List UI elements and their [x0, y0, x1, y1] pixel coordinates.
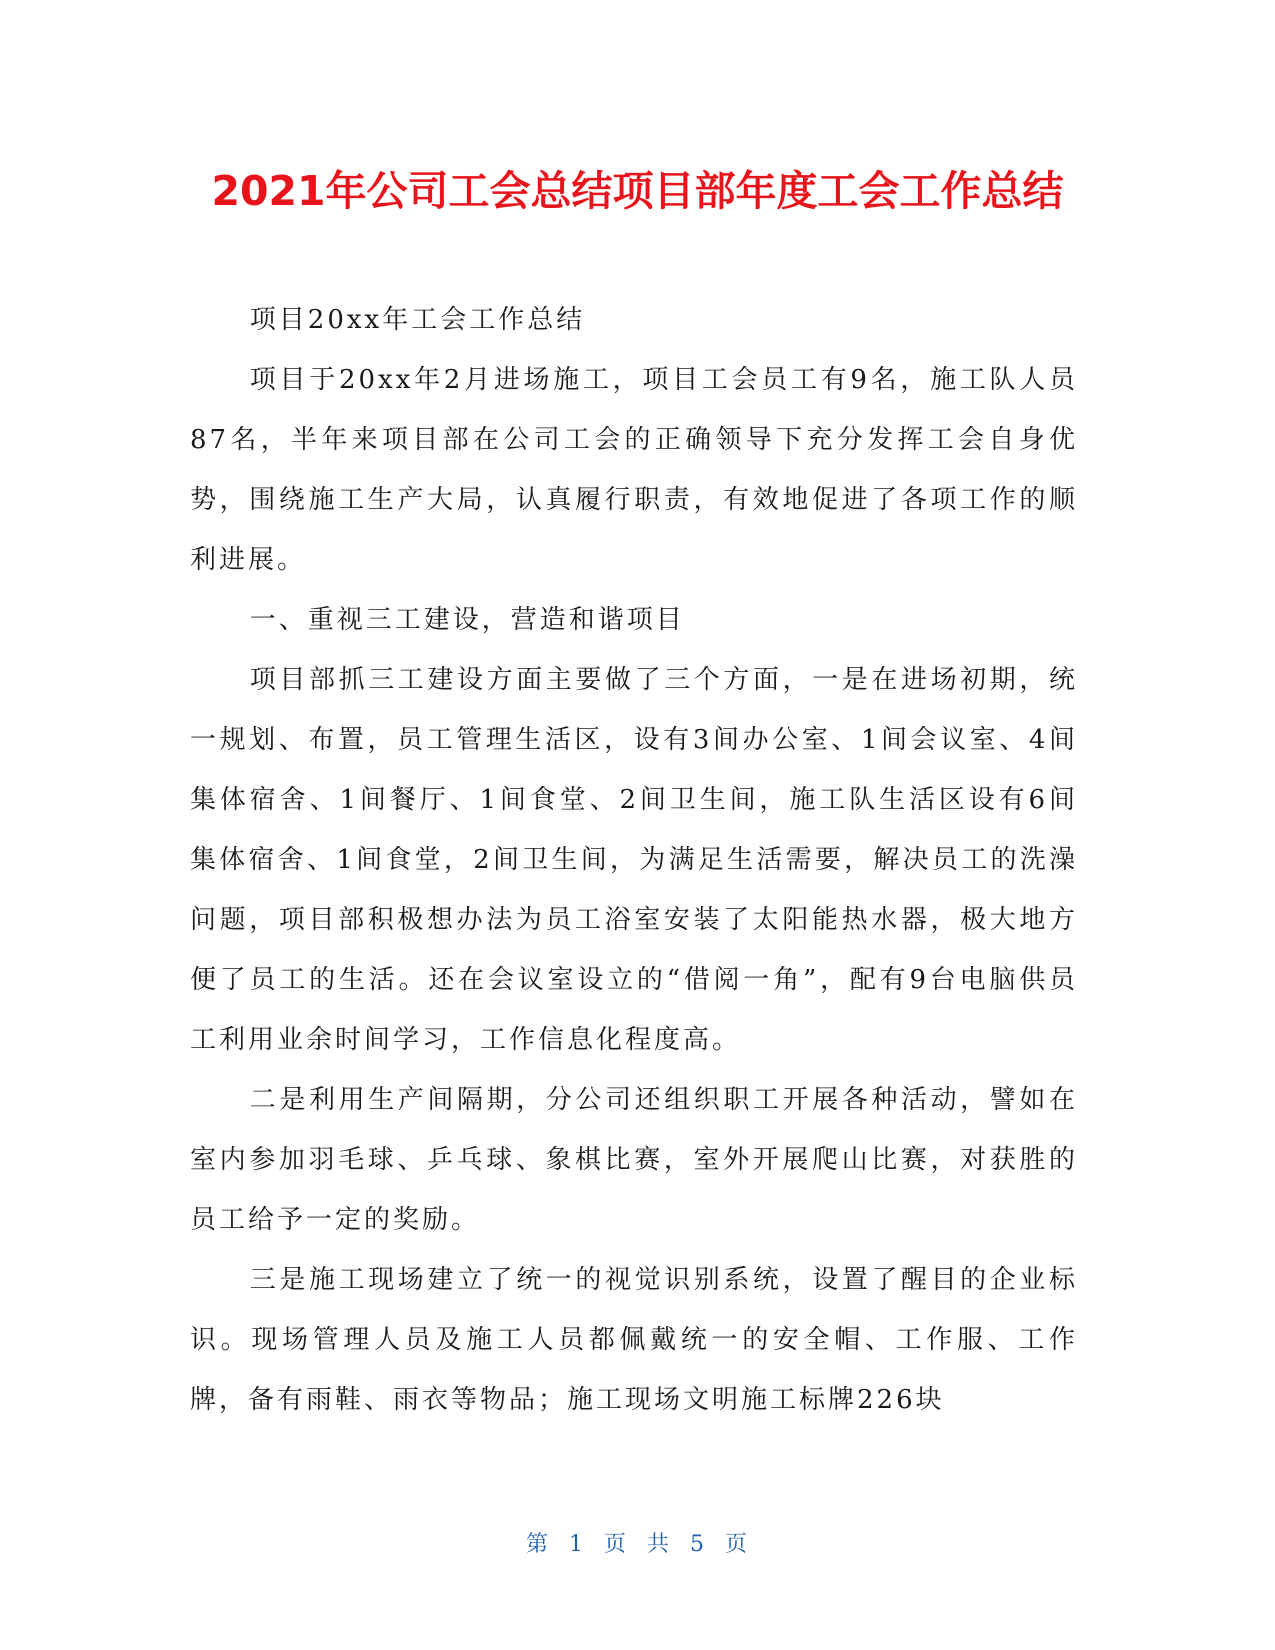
- paragraph-section-1-part-3: 三是施工现场建立了统一的视觉识别系统，设置了醒目的企业标识。现场管理人员及施工人员都佩戴统一的安全帽、工作服、工作牌，备有雨鞋、雨衣等物品；施工现场文明施工标牌226块: [190, 1265, 1078, 1415]
- paragraph-subtitle: 项目20xx年工会工作总结: [249, 305, 586, 335]
- section-heading-1: 一、重视三工建设，营造和谐项目: [249, 605, 685, 635]
- document-body: [190, 290, 1078, 1430]
- paragraph-section-1-part-2: 二是利用生产间隔期，分公司还组织职工开展各种活动，譬如在室内参加羽毛球、乒乓球、象棋比赛，室外开展爬山比赛，对获胜的员工给予一定的奖励。: [190, 1085, 1078, 1235]
- paragraph-intro: 项目于20xx年2月进场施工，项目工会员工有9名，施工队人员87名，半年来项目部在公司工会的正确领导下充分发挥工会自身优势，围绕施工生产大局，认真履行职责，有效地促进了各项工作的顺利进展。: [190, 365, 1078, 575]
- page-number-footer: 第 1 页 共 5 页: [526, 1532, 749, 1557]
- paragraph-section-1-part-1: 项目部抓三工建设方面主要做了三个方面，一是在进场初期，统一规划、布置，员工管理生活区，设有3间办公室、1间会议室、4间集体宿舍、1间餐厅、1间食堂、2间卫生间，施工队生活区设有6间集体宿舍、1间食堂，2间卫生间，为满足生活需要，解决员工的洗澡问题，项目部积极想办法为员工浴室安装了太阳能热水器，极大地方便了员工的生活。还在会议室设立的“借阅一角”，配有9台电脑供员工利用业余时间学习，工作信息化程度高。: [190, 665, 1078, 1055]
- document-title: 2021年公司工会总结项目部年度工会工作总结: [211, 167, 1064, 215]
